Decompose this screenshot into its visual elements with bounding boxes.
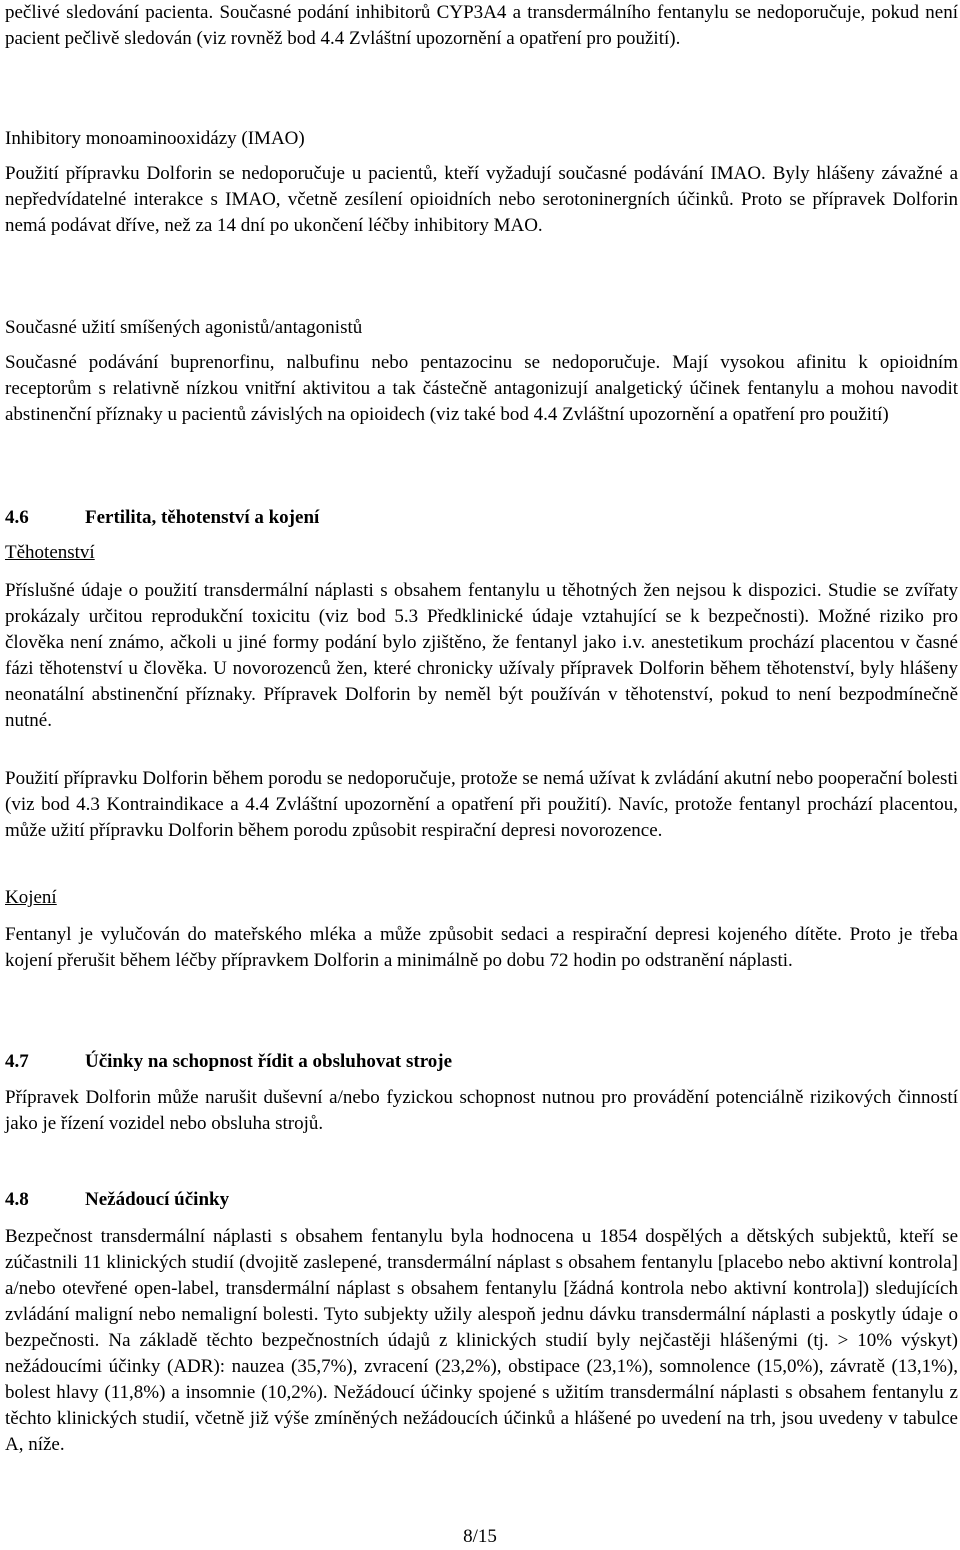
- section-heading-4-8: [5, 1187, 958, 1213]
- section-title: Nežádoucí účinky: [85, 1189, 230, 1210]
- paragraph-lactation: Fentanyl je vylučován do mateřského mléka a může způsobit sedaci a respirační depresi kojeného dítěte. Proto je třeba kojení přerušit během léčby přípravkem Dolforin a minimálně po dobu 72 hodin po odstranění náplasti.: [5, 924, 958, 971]
- subheading-imao: Inhibitory monoaminooxidázy (IMAO): [5, 128, 305, 149]
- section-number: 4.8: [5, 1189, 29, 1210]
- subheading-lactation: Kojení: [5, 887, 57, 908]
- paragraph-imao: Použití přípravku Dolforin se nedoporučuje u pacientů, kteří vyžadují současné podávání IMAO. Byly hlášeny závažné a nepředvídatelné interakce s IMAO, včetně zesílení opioidních nebo serotoninergních účinků. Proto se přípravek Dolforin nemá podávat dříve, než za 14 dní po ukončení léčby inhibitory MAO.: [5, 163, 958, 236]
- section-title: Účinky na schopnost řídit a obsluhovat stroje: [85, 1051, 453, 1072]
- paragraph-mixed-agonists: Současné podávání buprenorfinu, nalbufinu nebo pentazocinu se nedoporučuje. Mají vysokou afinitu k opioidním receptorům s relativně nízkou vnitřní aktivitou a tak částečně antagonizují analgetický účinek fentanylu a mohou navodit abstinenční příznaky u pacientů závislých na opioidech (viz také bod 4.4 Zvláštní upozornění a opatření pro použití): [5, 352, 958, 425]
- paragraph-adverse-effects: Bezpečnost transdermální náplasti s obsahem fentanylu byla hodnocena u 1854 dospělých a dětských subjektů, kteří se zúčastnili 11 klinických studií (dvojitě zaslepené, transdermální náplast s obsahem fentanylu [placebo nebo aktivní kontrola] a/nebo otevřené open-label, transdermální náplast s obsahem fentanylu [žádná kontrola nebo aktivní kontrola]) sledujících zvládání maligní nebo nemaligní bolesti. Tyto subjekty užily alespoň jednu dávku transdermální náplasti a poskytly údaje o bezpečnosti. Na základě těchto bezpečnostních údajů z klinických studií byly nejčastěji hlášenými (tj. > 10% výskyt) nežádoucími účinky (ADR): nauzea (35,7%), zvracení (23,2%), obstipace (23,1%), somnolence (15,0%), závratě (13,1%), bolest hlavy (11,8%) a insomnie (10,2%). Nežádoucí účinky spojené s užitím transdermální náplasti s obsahem fentanylu z těchto klinických studií, včetně již výše zmíněných nežádoucích účinků a hlášené po uvedení na trh, jsou uvedeny v tabulce A, níže.: [5, 1226, 958, 1455]
- section-heading-4-7: [5, 1049, 958, 1075]
- section-title: Fertilita, těhotenství a kojení: [85, 507, 320, 528]
- section-heading-4-6: [5, 505, 958, 531]
- page-number: 8/15: [463, 1526, 497, 1547]
- paragraph-pregnancy-1: Příslušné údaje o použití transdermální náplasti s obsahem fentanylu u těhotných žen nejsou k dispozici. Studie se zvířaty prokázaly určitou reprodukční toxicitu (viz bod 5.3 Předklinické údaje vztahující se k bezpečnosti). Možné riziko pro člověka není známo, ačkoli u jiné formy podání bylo zjištěno, že fentanyl jako i.v. anestetikum prochází placentou v časné fázi těhotenství u člověka. U novorozenců žen, které chronicky užívaly přípravek Dolforin během těhotenství, byly hlášeny neonatální abstinenční příznaky. Přípravek Dolforin by neměl být používán v těhotenství, pokud to není bezpodmínečně nutné.: [5, 580, 958, 731]
- subheading-mixed-agonists: Současné užití smíšených agonistů/antagonistů: [5, 317, 363, 338]
- section-number: 4.7: [5, 1051, 29, 1072]
- section-number: 4.6: [5, 507, 29, 528]
- subheading-pregnancy: Těhotenství: [5, 542, 95, 563]
- paragraph-pregnancy-2: Použití přípravku Dolforin během porodu se nedoporučuje, protože se nemá užívat k zvládání akutní nebo pooperační bolesti (viz bod 4.3 Kontraindikace a 4.4 Zvláštní upozornění a opatření při použití). Navíc, protože fentanyl prochází placentou, může užití přípravku Dolforin během porodu způsobit respirační depresi novorozence.: [5, 768, 958, 841]
- paragraph-cyp3a4: pečlivé sledování pacienta. Současné podání inhibitorů CYP3A4 a transdermálního fentanylu se nedoporučuje, pokud není pacient pečlivě sledován (viz rovněž bod 4.4 Zvláštní upozornění a opatření pro použití).: [5, 2, 958, 49]
- paragraph-driving: Přípravek Dolforin může narušit duševní a/nebo fyzickou schopnost nutnou pro provádění potenciálně rizikových činností jako je řízení vozidel nebo obsluha strojů.: [5, 1087, 958, 1134]
